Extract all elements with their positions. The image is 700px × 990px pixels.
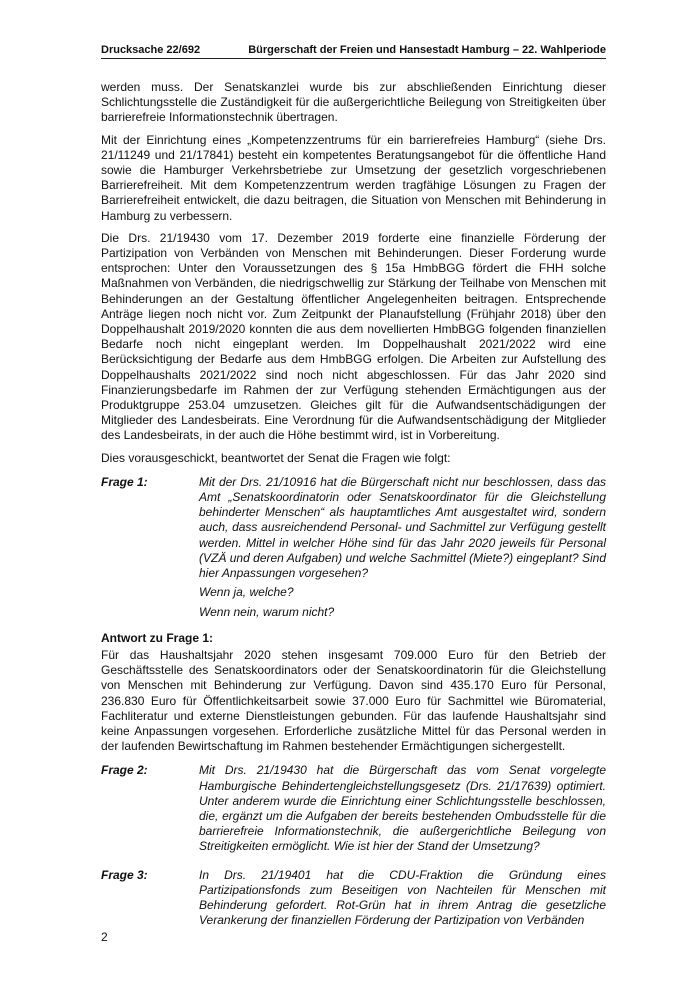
question-label: Frage 1:	[101, 474, 148, 489]
answer-title: Antwort zu Frage 1:	[101, 630, 214, 645]
question-line: Wenn nein, warum nicht?	[199, 604, 335, 619]
paragraph: Mit der Einrichtung eines „Kompetenzzentrums für ein barrierefreies Hamburg“ (siehe Drs. 21/11249 und 21/17841) besteht ein kompetentes Beratungsangebot für die öffentliche Hand sowie die Hamburger Verkehrsbetriebe zur Umsetzung der gesetzlich vorgeschriebenen Barrierefreiheit. Mit dem Kompetenzzentrum werden tragfähige Lösungen zu Fragen der Barrierefreiheit entwickelt, die dazu beitragen, die Situation von Menschen mit Behinderung in Hamburg zu verbessern.	[101, 132, 606, 223]
question-text	[199, 475, 606, 624]
question-text	[199, 763, 606, 858]
question-line: In Drs. 21/19401 hat die CDU-Fraktion die Gründung eines Partizipationsfonds zum Beseitigen von Nachteilen für Menschen mit Behinderung gefordert. Rot-Grün hat in ihrem Antrag die gesetzliche Verankerung der finanziellen Förderung der Partizipation von Verbänden	[199, 867, 606, 928]
question-label: Frage 3:	[101, 867, 148, 882]
answer-text: Für das Haushaltsjahr 2020 stehen insgesamt 709.000 Euro für den Betrieb der Geschäftsstelle des Senatskoordinators oder der Senatskoordinatorin für die Gleichstellung von Menschen mit Behinderung zur Verfügung. Davon sind 435.170 Euro für Personal, 236.830 Euro für Öffentlichkeitsarbeit sowie 37.000 Euro für Sachmittel wie Büromaterial, Fachliteratur und externe Dienstleistungen gebunden. Für das laufende Haushaltsjahr sind keine Anpassungen vorgesehen. Erforderliche zusätzliche Mittel für das Personal werden in der laufenden Bewirtschaftung im Rahmen bestehender Ermächtigungen sichergestellt.	[101, 647, 606, 754]
question-1	[101, 475, 606, 624]
page-number: 2	[101, 930, 108, 944]
page-header	[101, 44, 606, 59]
paragraph: Dies vorausgeschickt, beantwortet der Senat die Fragen wie folgt:	[101, 450, 451, 465]
question-line: Wenn ja, welche?	[199, 585, 294, 600]
question-text	[199, 868, 606, 933]
question-3	[101, 868, 606, 933]
question-line: Mit der Drs. 21/10916 hat die Bürgerschaft nicht nur beschlossen, dass das Amt „Senatskoordinatorin oder Senatskoordinator für die Gleichstellung behinderter Menschen“ als hauptamtliches Amt ausgestaltet wird, sondern auch, dass ausreichendend Personal- und Sachmittel zur Verfügung gestellt werden. Mittel in welcher Höhe sind für das Jahr 2020 jeweils für Personal (VZÄ und deren Aufgaben) und welche Sachmittel (Miete?) eingeplant? Sind hier Anpassungen vorgesehen?	[199, 474, 606, 581]
question-2	[101, 763, 606, 858]
question-label: Frage 2:	[101, 763, 148, 778]
question-line: Mit Drs. 21/19430 hat die Bürgerschaft das vom Senat vorgelegte Hamburgische Behindertengleichstellungsgesetz (Drs. 21/17639) optimiert. Unter anderem wurde die Einrichtung einer Schlichtungsstelle beschlossen, die, ergänzt um die Aufgaben der bereits bestehenden Ombudsstelle für die barrierefreie Informationstechnik, die außergerichtliche Beilegung von Streitigkeiten ermöglicht. Wie ist hier der Stand der Umsetzung?	[199, 763, 606, 854]
paragraph: werden muss. Der Senatskanzlei wurde bis zur abschließenden Einrichtung dieser Schlichtungsstelle die Zuständigkeit für die außergerichtliche Beilegung von Streitigkeiten über barrierefreie Informationstechnik übertragen.	[101, 80, 606, 125]
document-number: Drucksache 22/692	[101, 44, 201, 56]
paragraph: Die Drs. 21/19430 vom 17. Dezember 2019 forderte eine finanzielle Förderung der Partizipation von Verbänden von Menschen mit Behinderungen. Dieser Forderung wurde entsprochen: Unter den Voraussetzungen des § 15a HmbBGG fördert die FHH solche Maßnahmen von Verbänden, die niedrigschwellig zur Stärkung der Teilhabe von Menschen mit Behinderungen an der Gestaltung öffentlicher Angelegenheiten beitragen. Entsprechende Anträge liegen noch nicht vor. Zum Zeitpunkt der Planaufstellung (Frühjahr 2018) über den Doppelhaushalt 2019/2020 konnten die aus dem novellierten HmbBGG folgenden finanziellen Bedarfe noch nicht eingeplant werden. Im Doppelhaushalt 2021/2022 wird eine Berücksichtigung der Bedarfe aus dem HmbBGG erfolgen. Die Arbeiten zur Aufstellung des Doppelhaushalts 2021/2022 sind noch nicht abgeschlossen. Für das Jahr 2020 sind Finanzierungsbedarfe im Rahmen der zur Verfügung stehenden Ermächtigungen aus der Produktgruppe 253.04 umzusetzen. Gleiches gilt für die Aufwandsentschädigungen der Mitglieder des Landesbeirats. Eine Verordnung für die Aufwandsentschädigung der Mitglieder des Landesbeirats, in der auch die Höhe bestimmt wird, ist in Vorbereitung.	[101, 230, 606, 443]
document-body	[101, 80, 606, 939]
parliament-title: Bürgerschaft der Freien und Hansestadt Hamburg – 22. Wahlperiode	[248, 44, 606, 56]
